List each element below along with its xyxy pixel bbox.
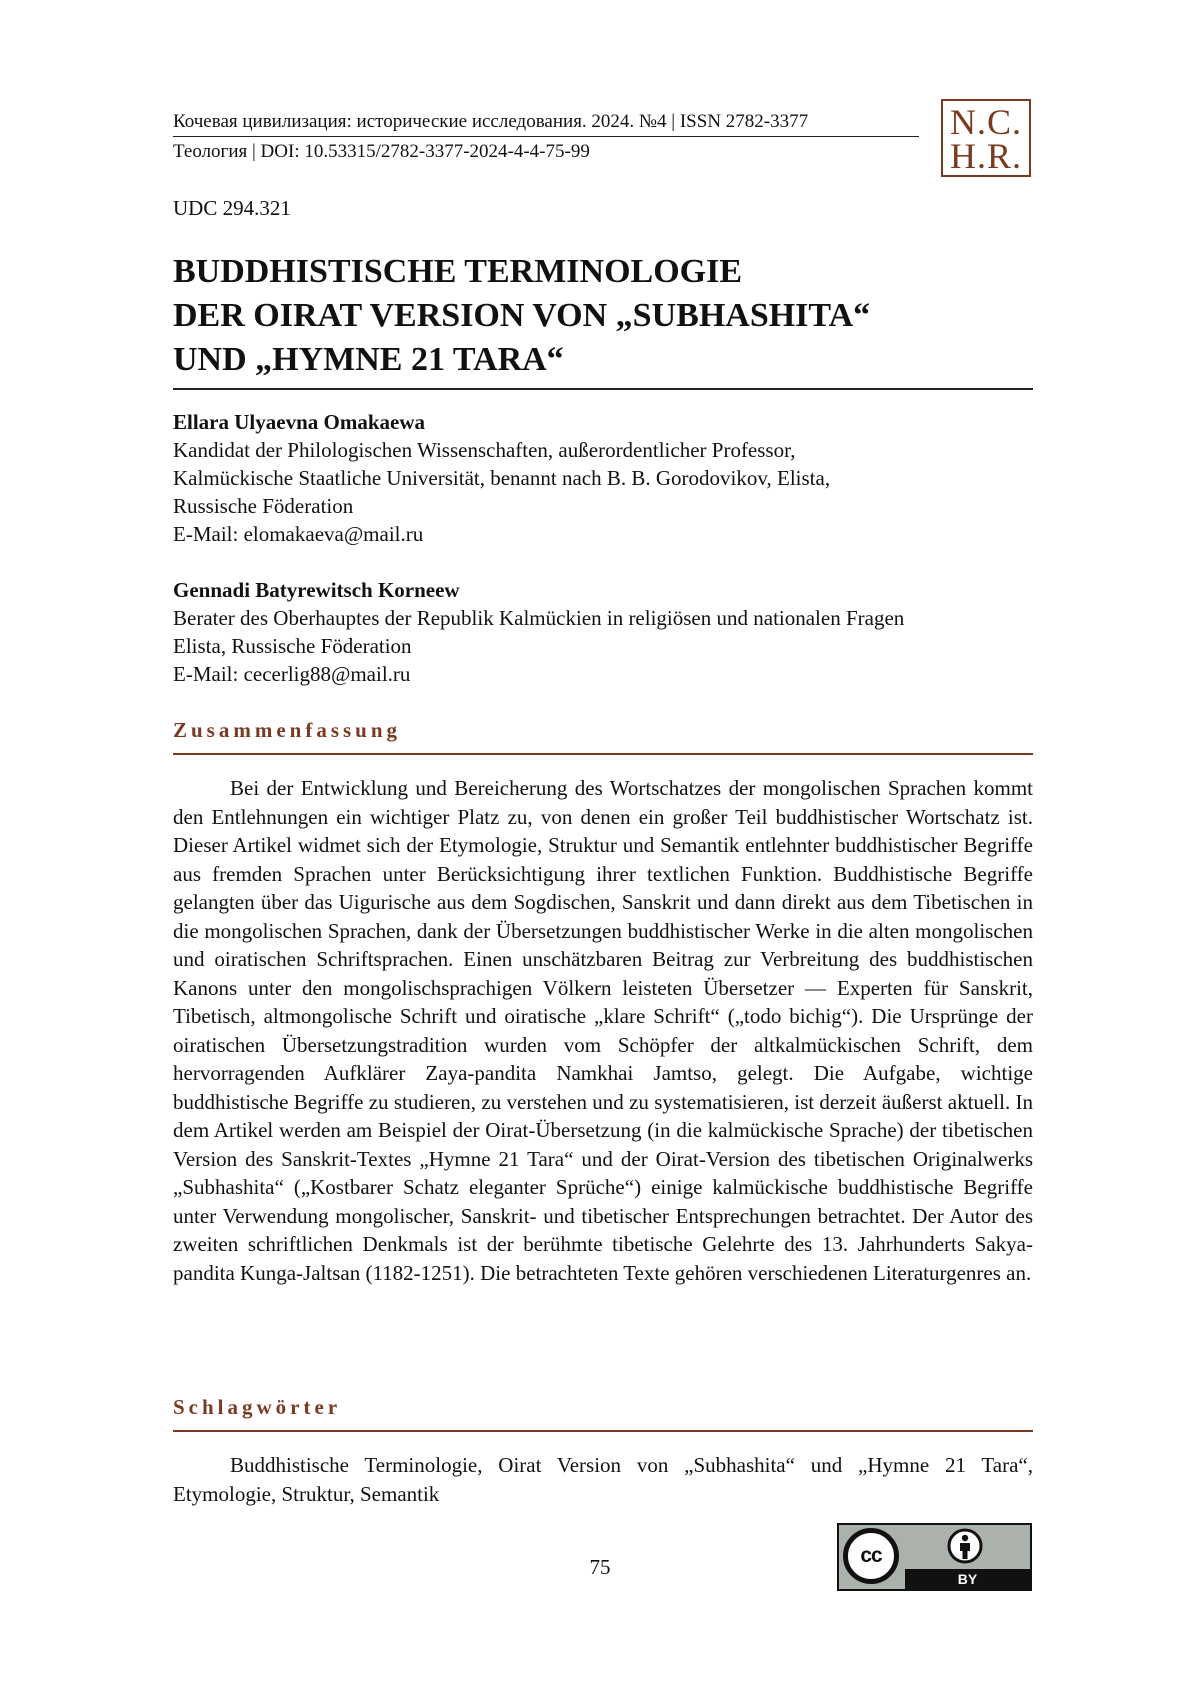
author-block [173, 576, 1033, 688]
person-icon [947, 1528, 983, 1564]
keywords-divider [173, 1430, 1033, 1432]
author-name: Ellara Ulyaevna Omakaewa [173, 410, 425, 434]
title-line-1: BUDDHISTISCHE TERMINOLOGIE [173, 253, 743, 290]
author-affiliation: Kalmückische Staatliche Universität, benannt nach B. B. Gorodovikov, Elista, [173, 466, 831, 490]
creative-commons-icon: cc [843, 1528, 899, 1584]
author-affiliation: Berater des Oberhauptes der Republik Kalmückien in religiösen und nationalen Fragen [173, 606, 905, 630]
author-email: E-Mail: elomakaeva@mail.ru [173, 522, 424, 546]
title-line-3: UND „HYMNE 21 TARA“ [173, 341, 564, 378]
author-block [173, 408, 1033, 548]
logo-line-2: H.R. [949, 136, 1022, 176]
author-affiliation: Elista, Russische Föderation [173, 634, 412, 658]
title-line-2: DER OIRAT VERSION VON „SUBHASHITA“ [173, 297, 871, 334]
title-divider [173, 388, 1033, 390]
doi-info: Теология | DOI: 10.53315/2782-3377-2024-4-4-75-99 [173, 141, 590, 162]
cc-by-license-badge[interactable] [837, 1523, 1032, 1591]
abstract-heading: Zusammenfassung [173, 718, 402, 742]
author-email: E-Mail: cecerlig88@mail.ru [173, 662, 411, 686]
journal-info: Кочевая цивилизация: исторические исследования. 2024. №4 | ISSN 2782-3377 [173, 108, 919, 137]
logo-line-1: N.C. [949, 102, 1022, 142]
abstract-divider [173, 753, 1033, 755]
author-affiliation: Kandidat der Philologischen Wissenschaften, außerordentlicher Professor, [173, 438, 796, 462]
author-affiliation: Russische Föderation [173, 494, 354, 518]
page-number: 75 [589, 1555, 611, 1579]
by-label: BY [905, 1569, 1030, 1589]
journal-logo [941, 99, 1031, 177]
journal-header [173, 108, 919, 165]
abstract-text: Bei der Entwicklung und Bereicherung des Wortschatzes der mongolischen Sprachen kommt den Entlehnungen ein wichtiger Platz zu, von denen ein großer Teil buddhistischer Wortschatz ist. Dieser Artikel widmet sich der Etymologie, Struktur und Semantik entlehnter buddhistischer Begriffe aus fremden Sprachen unter Berücksichtigung ihrer textlichen Funktion. Buddhistische Begriffe gelangten über das Uigurische aus dem Sogdischen, Sanskrit und dann direkt aus dem Tibetischen in die mongolischen Sprachen, dank der Übersetzungen buddhistischer Werke in die alten mongolischen und oiratischen Schriftsprachen. Einen unschätzbaren Beitrag zur Verbreitung des buddhistischen Kanons unter den mongolischsprachigen Völkern leisteten Übersetzer — Experten für Sanskrit, Tibetisch, altmongolische Schrift und oiratische „klare Schrift“ („todo bichig“). Die Ursprünge der oiratischen Übersetzungstradition wurden vom Schöpfer der altkalmückischen Schrift, dem hervorragenden Aufklärer Zaya-pandita Namkhai Jamtso, gelegt. Die Aufgabe, wichtige buddhistische Begriffe zu studieren, zu verstehen und zu systematisieren, ist derzeit äußerst aktuell. In dem Artikel werden am Beispiel der Oirat-Übersetzung (in die kalmückische Sprache) der tibetischen Version des Sanskrit-Textes „Hymne 21 Tara“ und der Oirat-Version des tibetischen Originalwerks „Subhashita“ („Kostbarer Schatz eleganter Sprüche“) einige kalmückische buddhistische Begriffe unter Verwendung mongolischer, Sanskrit- und tibetischer Entsprechungen betrachtet. Der Autor des zweiten schriftlichen Denkmals ist der berühmte tibetische Gelehrte des 13. Jahrhunderts Sakya-pandita Kunga-Jaltsan (1182-1251). Die betrachteten Texte gehören verschiedenen Literaturgenres an. [173, 776, 1033, 1285]
keywords-text: Buddhistische Terminologie, Oirat Version von „Subhashita“ und „Hymne 21 Tara“, Etymologie, Struktur, Semantik [173, 1453, 1033, 1506]
author-name: Gennadi Batyrewitsch Korneew [173, 578, 460, 602]
udc-code: UDC 294.321 [173, 196, 291, 220]
keywords-heading: Schlagwörter [173, 1395, 342, 1419]
article-title [173, 250, 1033, 382]
